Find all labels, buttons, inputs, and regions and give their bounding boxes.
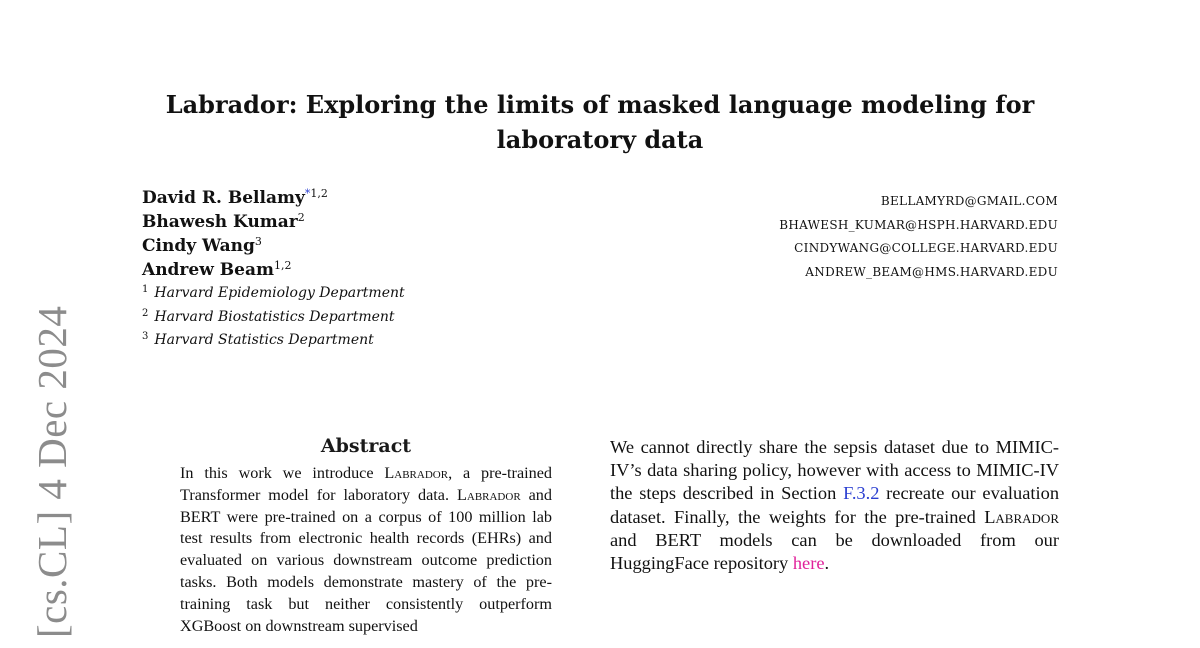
author-superscript: 2	[297, 211, 305, 224]
author-superscript: 1,2	[273, 259, 292, 272]
author-line	[142, 186, 582, 210]
data-availability-paragraph: We cannot directly share the sepsis dataset due to MIMIC-IV’s data sharing policy, however with access to MIMIC-IV the steps described in Section F.3.2 recreate our evaluation dataset. Finally, the weights for the pre-trained Labrador and BERT models can be downloaded from our HuggingFace repository here.	[610, 437, 1060, 574]
author-email: BELLAMYRD@GMAIL.COM	[880, 194, 1058, 208]
affiliation-list	[142, 282, 582, 353]
right-column	[610, 436, 1059, 575]
huggingface-link[interactable]: here	[792, 553, 825, 574]
author-email: ANDREW_BEAM@HMS.HARVARD.EDU	[805, 264, 1058, 279]
arxiv-identifier: [cs.CL] 4 Dec 2024	[29, 305, 75, 638]
author-name: Andrew Beam	[142, 260, 274, 280]
author-block	[142, 186, 582, 353]
affiliation-item: $^1$ Harvard Epidemiology Department	[142, 284, 405, 301]
author-name: David R. Bellamy	[142, 188, 305, 208]
author-email: CINDYWANG@COLLEGE.HARVARD.EDU	[794, 241, 1058, 255]
corresponding-author-link[interactable]: *	[304, 187, 311, 200]
section-reference-link[interactable]: F.3.2	[843, 483, 880, 504]
author-line	[142, 258, 582, 282]
abstract-heading: Abstract	[320, 435, 412, 457]
author-email: BHAWESH_KUMAR@HSPH.HARVARD.EDU	[779, 217, 1058, 232]
model-name: Labrador	[984, 506, 1059, 527]
author-superscript: 3	[254, 235, 262, 248]
author-line	[142, 210, 582, 234]
model-name: Labrador	[456, 485, 521, 504]
abstract-section	[180, 432, 552, 637]
arxiv-watermark	[20, 305, 80, 638]
author-name: Bhawesh Kumar	[142, 212, 298, 232]
abstract-paragraph: In this work we introduce Labrador, a pre-trained Transformer model for laboratory data. Labrador and BERT were pre-trained on a corpus of 100 million lab test results from electronic health records (EHRs) and evaluated on various downstream outcome prediction tasks. Both models demonstrate mastery of the pre-training task but neither consistently outperform XGBoost on downstream supervised	[180, 464, 553, 635]
author-name: Cindy Wang	[142, 236, 255, 256]
model-name: Labrador	[384, 464, 449, 482]
author-superscript: *1,2	[304, 187, 328, 200]
affiliation-item: $^3$ Harvard Statistics Department	[142, 331, 374, 348]
author-line	[142, 234, 582, 258]
affiliation-item: $^2$ Harvard Biostatistics Department	[142, 307, 395, 325]
paper-title: Labrador: Exploring the limits of masked language modeling for laboratory data	[165, 90, 1035, 154]
email-block	[779, 190, 1058, 284]
